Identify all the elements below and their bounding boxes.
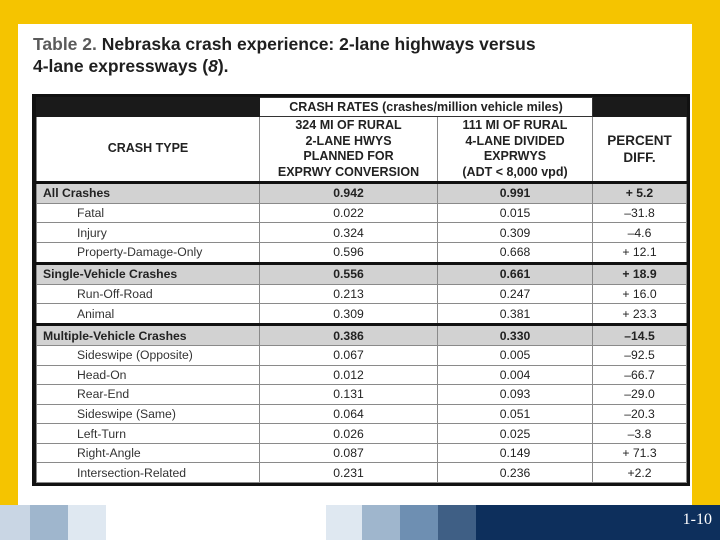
header-line: PERCENT [607,133,672,148]
percent-diff-cell: –31.8 [593,203,687,223]
crash-type-cell: Injury [37,223,260,243]
four-lane-rate-cell: 0.309 [438,223,593,243]
percent-diff-header [593,117,687,183]
table-row [37,385,687,405]
two-lane-rate-cell: 0.064 [260,404,438,424]
header-line: PLANNED FOR [303,149,394,163]
footer-block [326,505,362,540]
percent-diff-cell: + 16.0 [593,284,687,304]
percent-diff-cell: –92.5 [593,345,687,365]
percent-diff-cell: –29.0 [593,385,687,405]
two-lane-rate-cell: 0.131 [260,385,438,405]
four-lane-rate-cell: 0.661 [438,263,593,284]
table-row [37,242,687,263]
crash-type-cell: Head-On [37,365,260,385]
two-lane-rate-cell: 0.324 [260,223,438,243]
header-line: EXPRWYS [483,149,547,163]
table-group-row [37,325,687,346]
two-lane-rate-cell: 0.556 [260,263,438,284]
footer-block [400,505,438,540]
title-line-2 [33,55,653,77]
table-row [37,284,687,304]
crash-type-cell: Property-Damage-Only [37,242,260,263]
title-line-1 [33,33,653,55]
table-row [37,424,687,444]
top-accent-bar [18,0,692,24]
two-lane-rate-cell: 0.386 [260,325,438,346]
crash-table [36,97,687,483]
footer-block [362,505,400,540]
percent-diff-cell: + 71.3 [593,443,687,463]
title-line-2-end: ). [217,56,229,76]
page-number: 1-10 [682,511,712,528]
header-line: DIFF. [623,150,656,165]
crash-type-cell: Multiple-Vehicle Crashes [37,325,260,346]
header-line: 324 MI OF RURAL [295,118,402,132]
table-row [37,223,687,243]
four-lane-rate-cell: 0.004 [438,365,593,385]
header-line: EXPRWY CONVERSION [277,164,420,179]
crash-type-cell: All Crashes [37,183,260,204]
crash-table-body [37,183,687,483]
crash-type-cell: Left-Turn [37,424,260,444]
table-row [37,203,687,223]
crash-type-cell: Right-Angle [37,443,260,463]
footer-block [438,505,476,540]
table-row [37,443,687,463]
percent-diff-cell: + 5.2 [593,183,687,204]
two-lane-rate-cell: 0.942 [260,183,438,204]
table-top-header-row [37,98,687,117]
two-lane-rate-cell: 0.309 [260,304,438,325]
header-line: (ADT < 8,000 vpd) [462,164,568,179]
blank-corner-cell-right [593,98,687,117]
blank-corner-cell [37,98,260,117]
four-lane-rate-cell: 0.149 [438,443,593,463]
footer-block [106,505,326,540]
four-lane-rate-cell: 0.093 [438,385,593,405]
header-line: 2-LANE HWYS [305,133,392,148]
slide-title [33,33,653,77]
table-group-row [37,263,687,284]
percent-diff-cell: –66.7 [593,365,687,385]
four-lane-rate-cell: 0.247 [438,284,593,304]
footer-color-strip [0,505,720,540]
crash-type-cell: Sideswipe (Same) [37,404,260,424]
title-line-2-text: 4-lane expressways ( [33,56,209,76]
table-row [37,365,687,385]
crash-table-frame [32,94,690,486]
table-row [37,404,687,424]
percent-diff-cell: + 23.3 [593,304,687,325]
two-lane-rate-cell: 0.596 [260,242,438,263]
table-row [37,304,687,325]
four-lane-rate-cell: 0.236 [438,463,593,483]
crash-type-cell: Run-Off-Road [37,284,260,304]
two-lane-rate-cell: 0.213 [260,284,438,304]
crash-type-cell: Fatal [37,203,260,223]
crash-type-header: CRASH TYPE [37,117,260,183]
four-lane-rate-cell: 0.991 [438,183,593,204]
two-lane-rate-cell: 0.022 [260,203,438,223]
four-lane-rate-cell: 0.015 [438,203,593,223]
four-lane-rate-cell: 0.668 [438,242,593,263]
two-lane-rate-cell: 0.026 [260,424,438,444]
percent-diff-cell: –14.5 [593,325,687,346]
footer-block [30,505,68,540]
crash-type-cell: Animal [37,304,260,325]
left-accent-bar [0,0,18,505]
four-lane-header [438,117,593,183]
two-lane-rate-cell: 0.087 [260,443,438,463]
title-text: Nebraska crash experience: 2-lane highways versus [101,34,536,54]
table-column-header-row [37,117,687,183]
percent-diff-cell: –3.8 [593,424,687,444]
table-row [37,345,687,365]
table-group-row [37,183,687,204]
two-lane-rate-cell: 0.231 [260,463,438,483]
two-lane-rate-cell: 0.067 [260,345,438,365]
crash-type-cell: Sideswipe (Opposite) [37,345,260,365]
footer-block [0,505,30,540]
percent-diff-cell: +2.2 [593,463,687,483]
two-lane-header [260,117,438,183]
four-lane-rate-cell: 0.025 [438,424,593,444]
percent-diff-cell: –20.3 [593,404,687,424]
title-reference: 8 [208,56,218,76]
header-line: 111 MI OF RURAL [462,118,568,132]
right-accent-bar [692,0,720,505]
four-lane-rate-cell: 0.381 [438,304,593,325]
crash-rates-header: CRASH RATES (crashes/million vehicle miles) [260,98,593,117]
two-lane-rate-cell: 0.012 [260,365,438,385]
four-lane-rate-cell: 0.330 [438,325,593,346]
header-line: 4-LANE DIVIDED [465,133,565,148]
percent-diff-cell: + 12.1 [593,242,687,263]
percent-diff-cell: –4.6 [593,223,687,243]
footer-block [68,505,106,540]
crash-type-cell: Single-Vehicle Crashes [37,263,260,284]
crash-type-cell: Intersection-Related [37,463,260,483]
four-lane-rate-cell: 0.051 [438,404,593,424]
percent-diff-cell: + 18.9 [593,263,687,284]
crash-type-cell: Rear-End [37,385,260,405]
table-number: Table 2. [33,34,97,54]
four-lane-rate-cell: 0.005 [438,345,593,365]
table-row [37,463,687,483]
